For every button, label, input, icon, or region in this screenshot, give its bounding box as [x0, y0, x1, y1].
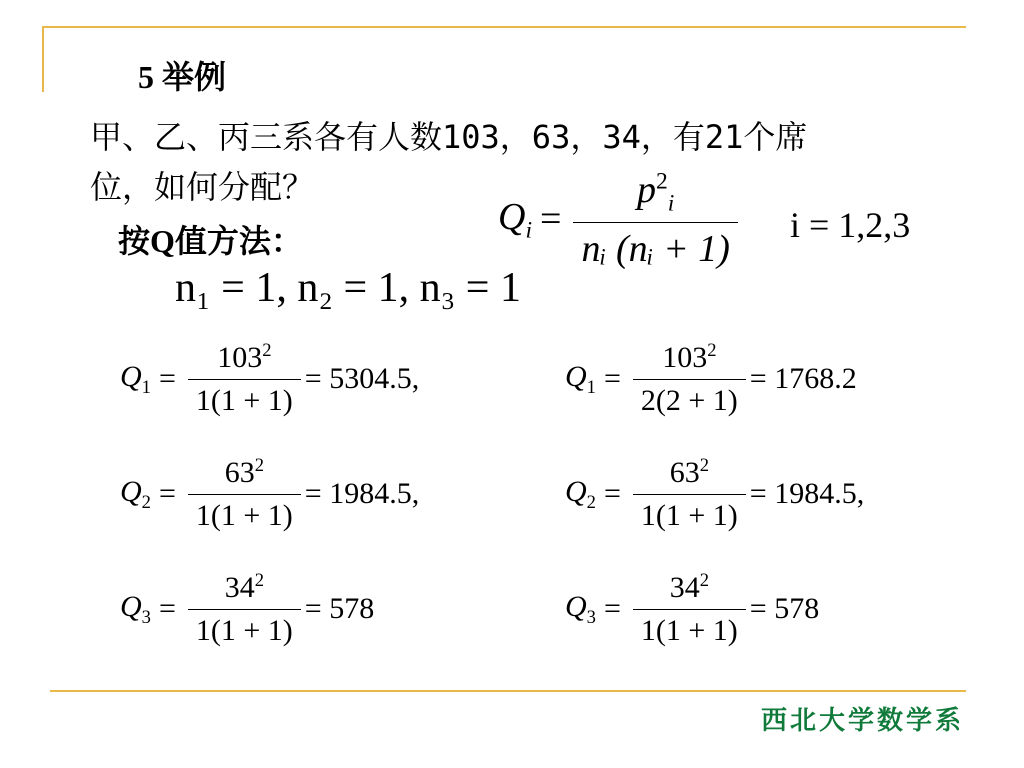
q2-right-equation: $Q_2$ = $\frac{63^2}{1(1 + 1)}$ = 1984.5, [565, 455, 865, 532]
problem-line-2: 位，如何分配？ [90, 168, 315, 206]
q1-right-equation: $Q_1$ = $\frac{103^2}{2(2 + 1)}$ = 1768.2 [565, 340, 857, 417]
q3-left-equation: $Q_3$ = $\frac{34^2}{1(1 + 1)}$ = 578 [120, 570, 375, 647]
equals-sign: = [540, 198, 562, 241]
q1-right-result: = 1768.2 [749, 362, 857, 395]
left-border-line [42, 26, 44, 92]
q2-left-result: = 1984.5, [304, 477, 420, 510]
slide-title: 5 举例 [138, 59, 227, 95]
q1-left-equation: $Q_1$ = $\frac{103^2}{1(1 + 1)}$ = 5304.5, [120, 340, 420, 417]
initial-values: n₁ = 1, n₂ = 1, n₃ = 1 [175, 265, 521, 311]
problem-line-1: 甲、乙、丙三系各有人数103，63，34，有21个席 [90, 118, 808, 156]
footer-department: 西北大学数学系 [760, 706, 964, 736]
q2-right-result: = 1984.5, [749, 477, 865, 510]
formula-fraction [573, 168, 737, 271]
formula-numerator: $p^2_i$ [637, 168, 675, 217]
q-value-formula [498, 168, 742, 271]
top-border-line [42, 26, 966, 28]
formula-lhs: $Q_i$ [498, 195, 532, 244]
method-label: 按Q值方法： [118, 223, 303, 259]
q2-left-equation: $Q_2$ = $\frac{63^2}{1(1 + 1)}$ = 1984.5, [120, 455, 420, 532]
q1-left-result: = 5304.5, [304, 362, 420, 395]
q3-right-result: = 578 [749, 592, 820, 625]
bottom-border-line [50, 690, 966, 692]
q3-right-equation: $Q_3$ = $\frac{34^2}{1(1 + 1)}$ = 578 [565, 570, 820, 647]
index-range: i = 1,2,3 [790, 205, 911, 245]
formula-denominator: nᵢ (nᵢ + 1) [573, 222, 737, 271]
q3-left-result: = 578 [304, 592, 375, 625]
